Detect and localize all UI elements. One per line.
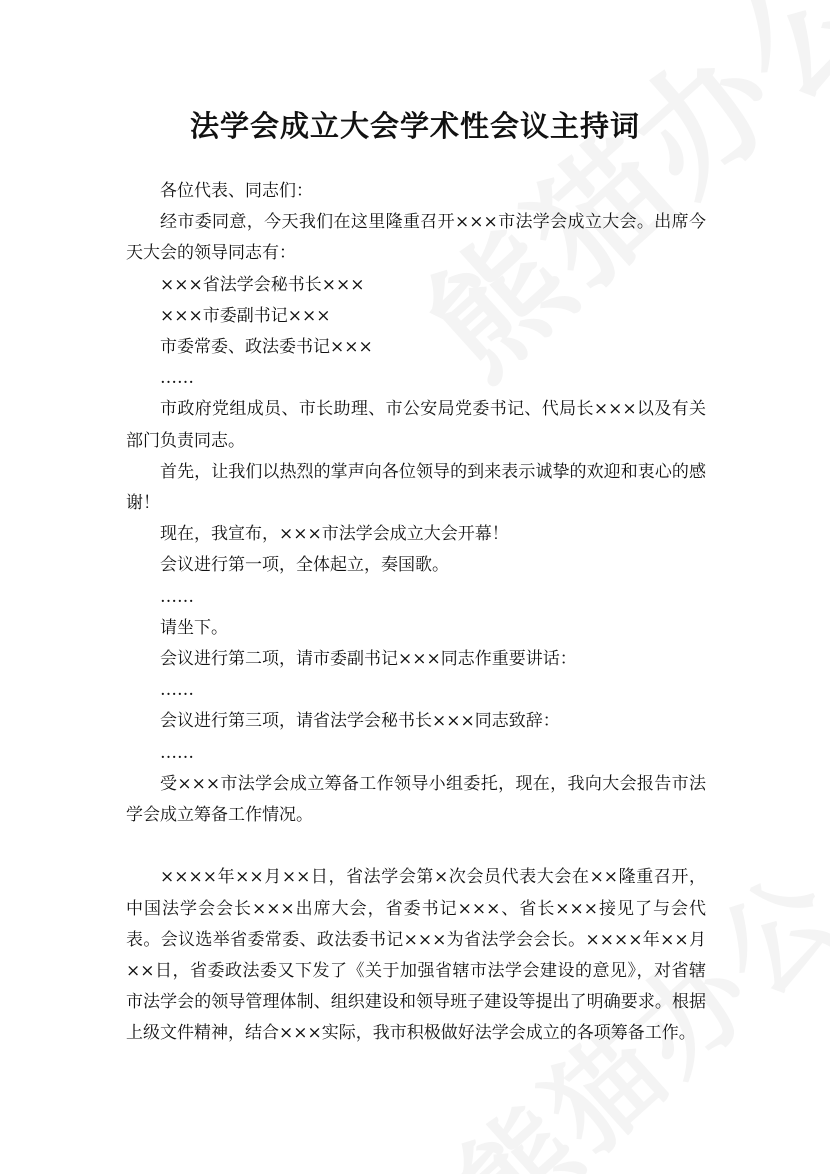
- ellipsis-line: ……: [160, 742, 194, 763]
- paragraph: 各位代表、同志们：: [160, 181, 313, 201]
- paragraph: 会议进行第一项，全体起立，奏国歌。: [160, 555, 449, 576]
- paragraph-gap: [126, 831, 706, 862]
- paragraph: 现在，我宣布，×××市法学会成立大会开幕！: [160, 524, 509, 545]
- paragraph: 首先，让我们以热烈的掌声向各位领导的到来表示诚挚的欢迎和衷心的感谢！: [126, 461, 706, 514]
- ellipsis-line: ……: [160, 368, 194, 389]
- paragraph: 会议进行第二项，请市委副书记×××同志作重要讲话：: [160, 649, 577, 670]
- ellipsis-line: ……: [160, 680, 194, 701]
- paragraph: ×××省法学会秘书长×××: [160, 274, 365, 295]
- paragraph: 请坐下。: [160, 617, 228, 638]
- paragraph: 市委常委、政法委书记×××: [160, 337, 373, 358]
- paragraph: ××××年××月××日，省法学会第×次会员代表大会在××隆重召开，中国法学会会长×××出席大会，省委书记×××、省长×××接见了与会代表。会议选举省委常委、政法委书记×××为省法学会会长。××××年××月××日，省委政法委又下发了《关于加强省辖市法学会建设的意见》，对省辖市法学会的领导管理体制、组织建设和领导班子建设等提出了明确要求。根据上级文件精神，结合×××实际，我市积极做好法学会成立的各项筹备工作。: [126, 867, 706, 1044]
- paragraph: 经市委同意，今天我们在这里隆重召开×××市法学会成立大会。出席今天大会的领导同志有：: [126, 212, 706, 264]
- paragraph: 受×××市法学会成立筹备工作领导小组委托，现在，我向大会报告市法学会成立筹备工作情况。: [126, 773, 706, 826]
- paragraph: ×××市委副书记×××: [160, 305, 331, 326]
- paragraph: 市政府党组成员、市长助理、市公安局党委书记、代局长×××以及有关部门负责同志。: [126, 399, 706, 451]
- document-title: 法学会成立大会学术性会议主持词: [189, 109, 640, 143]
- document-body: [126, 176, 706, 1050]
- ellipsis-line: ……: [160, 586, 194, 607]
- paragraph: 会议进行第三项，请省法学会秘书长×××同志致辞：: [160, 711, 560, 732]
